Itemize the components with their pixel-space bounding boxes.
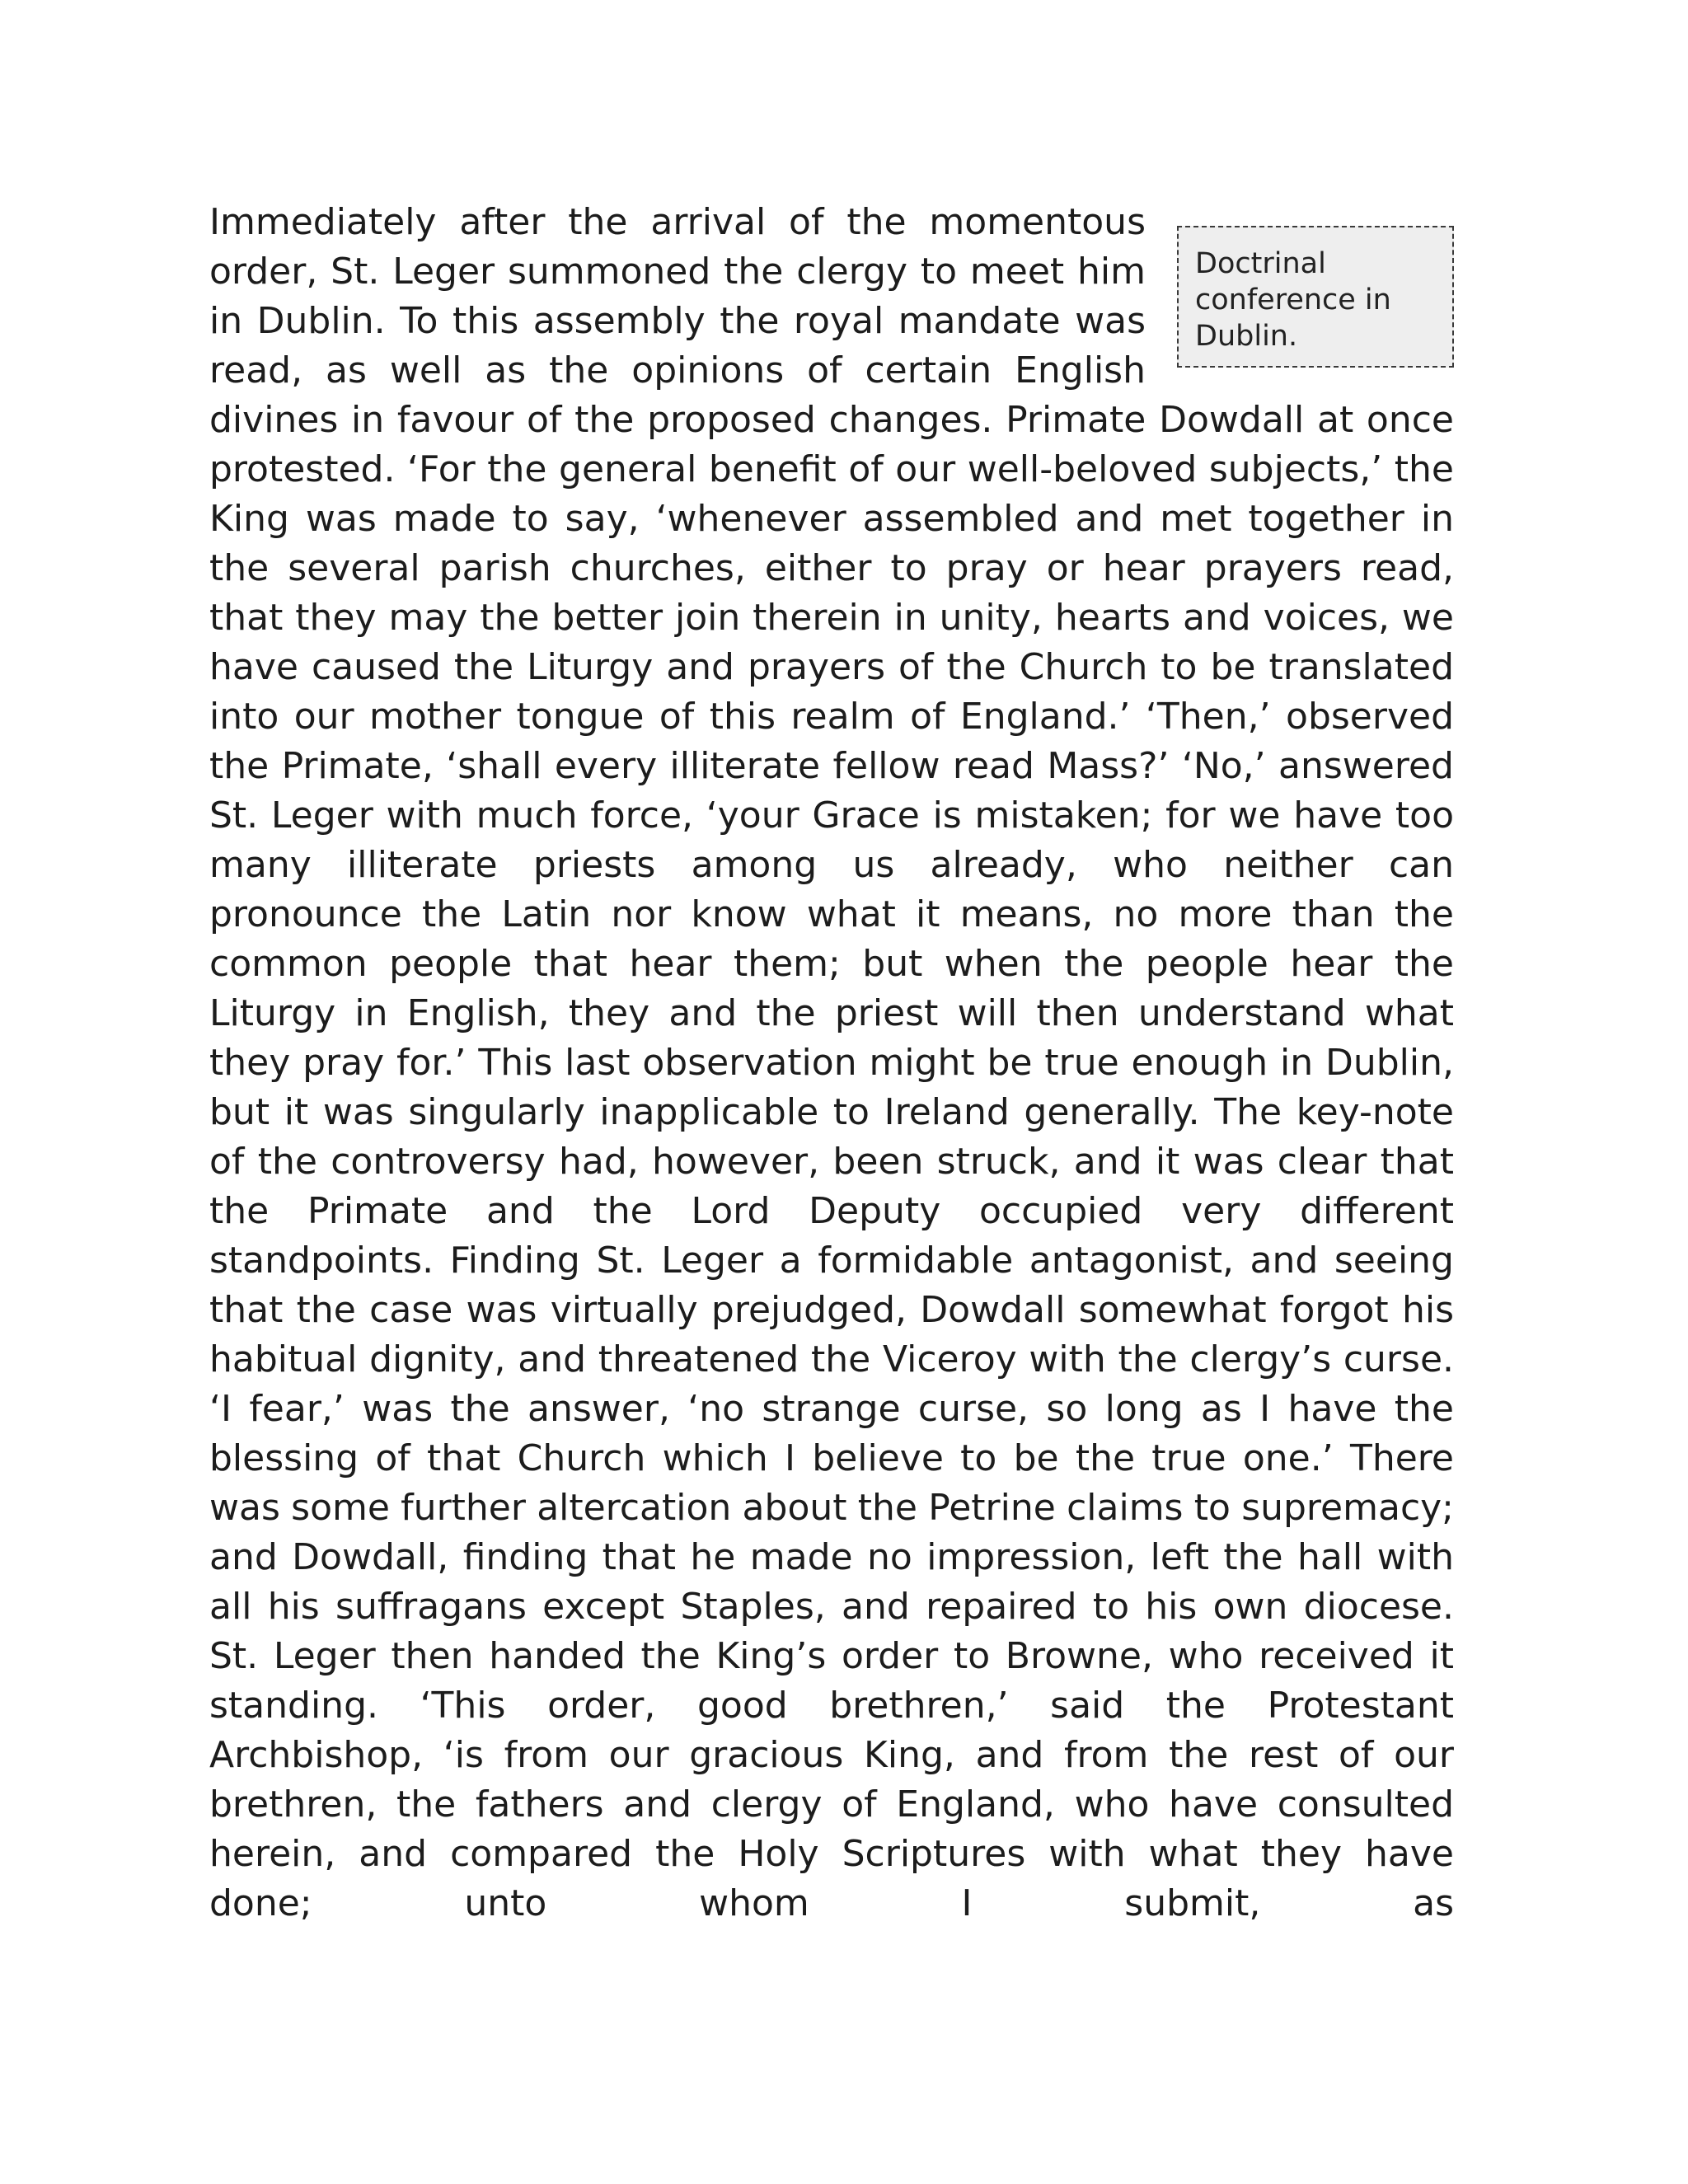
main-text-block: [209, 198, 1454, 1929]
margin-note: Doctrinal conference in Dublin.: [1177, 226, 1454, 368]
body-paragraph: Immediately after the arrival of the momentous order, St. Leger summoned the clergy to meet him in Dublin. To this assembly the royal mandate was read, as well as the opinions of certain English divines in favour of the proposed changes. Primate Dowdall at once protested. ‘For the general benefit of our well-beloved subjects,’ the King was made to say, ‘whenever assembled and met together in the several parish churches, either to pray or hear prayers read, that they may the better join therein in unity, hearts and voices, we have caused the Liturgy and prayers of the Church to be translated into our mother tongue of this realm of England.’ ‘Then,’ observed the Primate, ‘shall every illiterate fellow read Mass?’ ‘No,’ answered St. Leger with much force, ‘your Grace is mistaken; for we have too many illiterate priests among us already, who neither can pronounce the Latin nor know what it means, no more than the common people that hear them; but when the people hear the Liturgy in English, they and the priest will then understand what they pray for.’ This last observation might be true enough in Dublin, but it was singularly inapplicable to Ireland generally. The key-note of the controversy had, however, been struck, and it was clear that the Primate and the Lord Deputy occupied very different standpoints. Finding St. Leger a formidable antagonist, and seeing that the case was virtually prejudged, Dowdall somewhat forgot his habitual dignity, and threatened the Viceroy with the clergy’s curse. ‘I fear,’ was the answer, ‘no strange curse, so long as I have the blessing of that Church which I believe to be the true one.’ There was some further altercation about the Petrine claims to supremacy; and Dowdall, finding that he made no impression, left the hall with all his suffragans except Staples, and repaired to his own diocese. St. Leger then handed the King’s order to Browne, who received it standing. ‘This order, good brethren,’ said the Protestant Archbishop, ‘is from our gracious King, and from the rest of our brethren, the fathers and clergy of England, who have consulted herein, and compared the Holy Scriptures with what they have done; unto whom I submit, as: [209, 201, 1454, 1924]
